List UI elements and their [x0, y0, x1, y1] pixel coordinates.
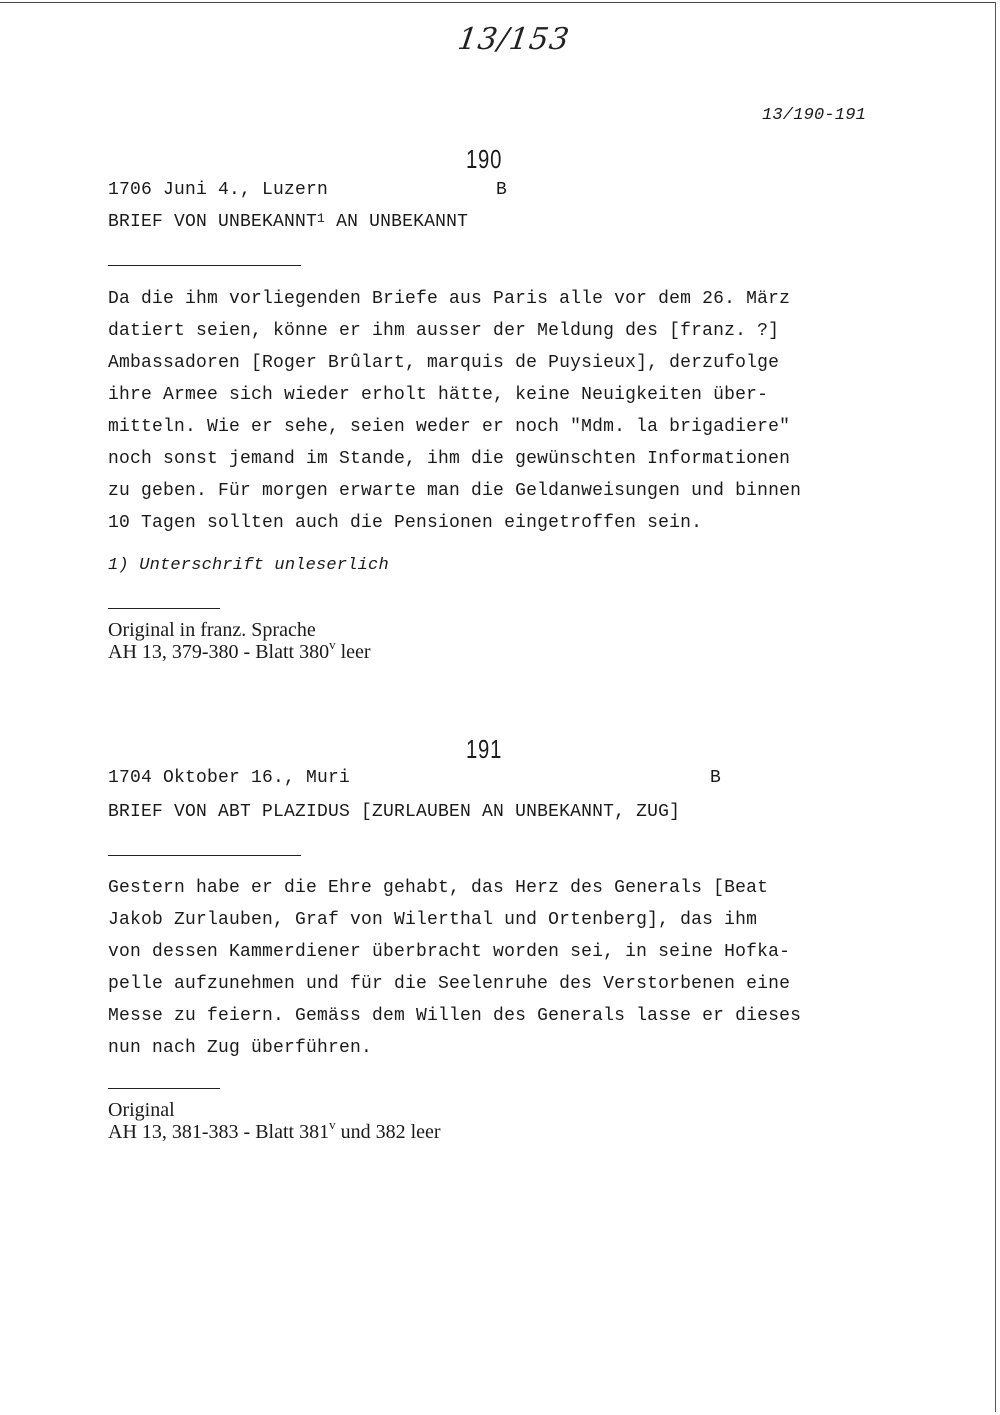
- source-language: Original in franz. Sprache: [108, 619, 316, 641]
- verso-marker: v: [329, 1117, 336, 1132]
- page-edge-right: [995, 2, 996, 1412]
- body-line: 10 Tagen sollten auch die Pensionen eingetroffen sein.: [108, 513, 703, 533]
- entry-date-place: 1704 Oktober 16., Muri: [108, 768, 351, 788]
- body-line: zu geben. Für morgen erwarte man die Geldanweisungen und binnen: [108, 481, 802, 501]
- entry-body: [108, 283, 878, 539]
- source-type: Original: [108, 1099, 175, 1121]
- entry-type: B: [710, 768, 722, 788]
- footnote-text: 1) Unterschrift unleserlich: [108, 556, 389, 575]
- entry-title-text-rest: AN UNBEKANNT: [325, 212, 469, 232]
- source-divider: [108, 1088, 220, 1089]
- entry-title-text: BRIEF VON UNBEKANNT: [108, 212, 318, 232]
- entry-title: [108, 212, 468, 232]
- section-divider: [108, 265, 301, 266]
- body-line: nun nach Zug überführen.: [108, 1038, 373, 1058]
- source-citation-tail: und 382 leer: [335, 1121, 441, 1143]
- entry-type: B: [496, 180, 508, 200]
- body-line: noch sonst jemand im Stande, ihm die gewünschten Informationen: [108, 449, 791, 469]
- source-citation: [108, 1117, 441, 1144]
- source-citation-tail: leer: [335, 641, 371, 663]
- body-line: datiert seien, könne er ihm ausser der Meldung des [franz. ?]: [108, 321, 780, 341]
- body-line: Jakob Zurlauben, Graf von Wilerthal und Ortenberg], das ihm: [108, 910, 758, 930]
- source-citation-text: AH 13, 381-383 - Blatt 381: [108, 1121, 330, 1143]
- section-divider: [108, 855, 301, 856]
- handwritten-page-reference: 13/153: [455, 22, 573, 57]
- body-line: ihre Armee sich wieder erholt hätte, keine Neuigkeiten über-: [108, 385, 769, 405]
- verso-marker: v: [329, 637, 336, 652]
- footnote-marker[interactable]: 1: [317, 211, 326, 226]
- source-divider: [108, 608, 220, 609]
- entry-number: 191: [466, 734, 503, 764]
- entry-body: [108, 872, 878, 1064]
- document-range-reference: 13/190-191: [762, 106, 867, 125]
- source-citation: [108, 637, 371, 664]
- entry-date-place: 1706 Juni 4., Luzern: [108, 180, 329, 200]
- body-line: pelle aufzunehmen und für die Seelenruhe des Verstorbenen eine: [108, 974, 791, 994]
- body-line: Messe zu feiern. Gemäss dem Willen des Generals lasse er dieses: [108, 1006, 802, 1026]
- page-edge-top: [0, 2, 996, 3]
- entry-title: BRIEF VON ABT PLAZIDUS [ZURLAUBEN AN UNBEKANNT, ZUG]: [108, 802, 681, 822]
- entry-number: 190: [466, 144, 503, 174]
- body-line: Gestern habe er die Ehre gehabt, das Herz des Generals [Beat: [108, 878, 769, 898]
- body-line: von dessen Kammerdiener überbracht worden sei, in seine Hofka-: [108, 942, 791, 962]
- body-line: mitteln. Wie er sehe, seien weder er noch "Mdm. la brigadiere": [108, 417, 791, 437]
- source-citation-text: AH 13, 379-380 - Blatt 380: [108, 641, 330, 663]
- body-line: Da die ihm vorliegenden Briefe aus Paris alle vor dem 26. März: [108, 289, 791, 309]
- body-line: Ambassadoren [Roger Brûlart, marquis de Puysieux], derzufolge: [108, 353, 780, 373]
